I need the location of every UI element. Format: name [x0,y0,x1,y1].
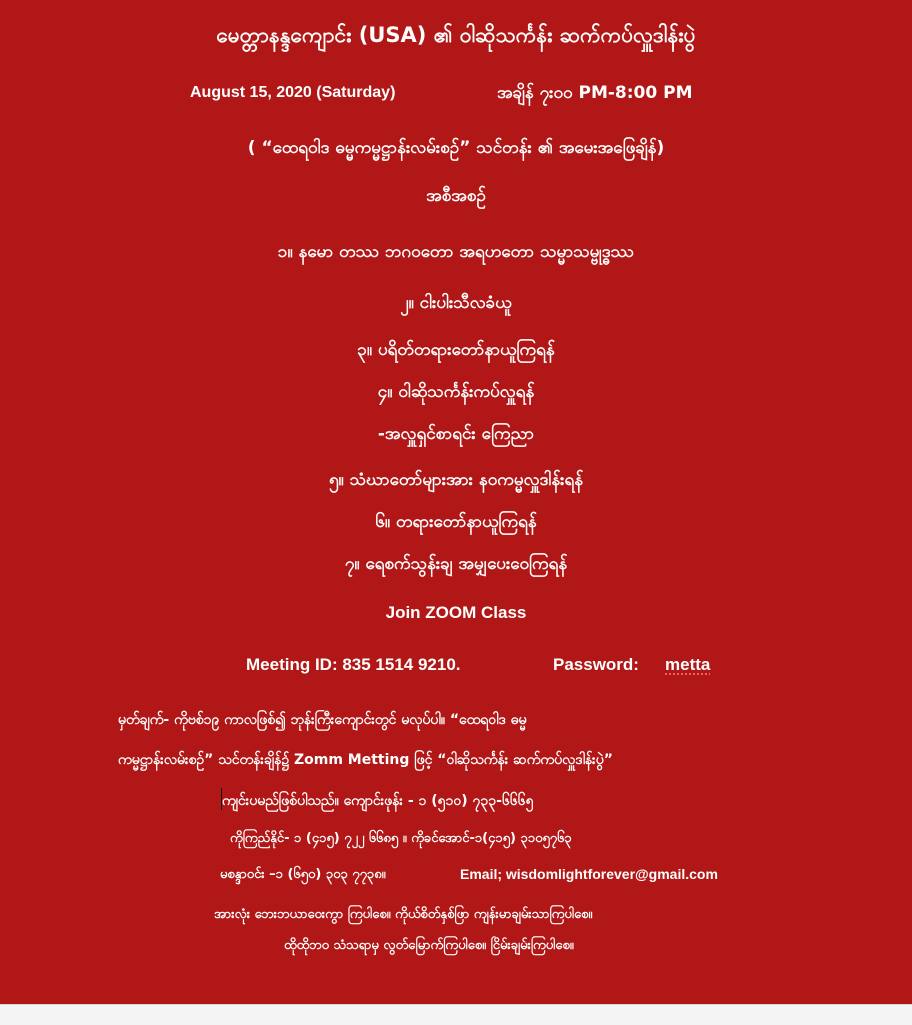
flyer-title: မေတ္တာနန္ဒကျောင်း (USA) ၏ ဝါဆိုသင်္ကန်း ဆက်ကပ်လှူဒါန်းပွဲ [216,23,696,47]
contact-phones: ကိုကြည်နိုင်- ၁ (၄၁၅) ၇၂၂ ၆၆၈၅ ။ ကိုခင်အောင်-၁(၄၁၅) ၃၁၀၅၇၆၃ [230,831,572,846]
contact-email: Email; wisdomlightforever@gmail.com [460,866,718,882]
password-value: metta [665,655,711,674]
program-item-7: ၇။ ရေစက်သွန်းချ အမျှပေးဝေကြရန် [344,554,568,574]
program-item-4: ၄။ ဝါဆိုသင်္ကန်းကပ်လှူရန် [377,382,535,402]
contact-phone-2: မစန္ဒာဝင်း –၁ (၆၅၀) ၃၀၃ ၇၇၃၈။ [220,867,386,882]
event-date: August 15, 2020 (Saturday) [190,84,396,101]
note-line-1: မှတ်ချက်- ကိုဗစ်၁၉ ကာလဖြစ်၍ ဘုန်းကြီးကျောင်းတွင် မလုပ်ပါ။ “ထေရဝါဒ ဓမ္မ [118,712,527,728]
bottom-margin [0,1004,912,1025]
program-item-3: ၃။ ပရိတ်တရားတော်နာယူကြရန် [357,340,555,360]
password-label: Password: [553,655,639,674]
blessing-line-1: အားလုံး ဘေးဘယာဝေးကွာ ကြပါစေ။ ကိုယ်စိတ်နှစ်ဖြာ ကျန်းမာချမ်းသာကြပါစေ။ [214,907,593,922]
program-item-5: ၅။ သံဃာတော်များအား နဝကမ္မလှူဒါန်းရန် [328,470,584,490]
event-subtitle: ( “ထေရဝါဒ ဓမ္မကမ္မဋ္ဌာန်းလမ်းစဥ်” သင်တန်း ၏ အမေးအဖြေချိန်) [247,138,665,158]
blessing-line-2: ထိုထိုဘဝ သံသရာမှ လွတ်မြောက်ကြပါစေ။ ငြိမ်းချမ်းကြပါစေ။ [284,938,574,953]
note-line-3: ကျင်းပမည်ဖြစ်ပါသည်။ ကျောင်းဖုန်း - ၁ (၅၁၀) ၇၃၃-၆၆၆၅ [222,793,534,809]
program-item-1: ၁။ နမော တဿ ဘဂဝတော အရဟတော သမ္မာသမ္ဗုဒ္ဓဿ [277,242,635,262]
zoom-heading: Join ZOOM Class [385,603,527,622]
event-time: အချိန် ၇း၀၀ PM-8:00 PM [497,83,693,103]
note-line-2: ကမ္မဋ္ဌာန်းလမ်းစဥ်” သင်တန်းချိန်၌ Zomm Metting ဖြင့် “ဝါဆိုသင်္ကန်း ဆက်ကပ်လှူဒါန်းပွဲ” [118,752,613,768]
program-item-6: ၆။ တရားတော်နာယူကြရန် [375,512,537,532]
schedule-heading: အစီအစဥ် [426,186,486,206]
meeting-id: Meeting ID: 835 1514 9210. [246,655,461,674]
program-item-4-sub: -အလှူရှင်စာရင်း ကြေညာ [377,424,535,444]
program-item-2: ၂။ ငါးပါးသီလခံယူ [400,293,512,313]
